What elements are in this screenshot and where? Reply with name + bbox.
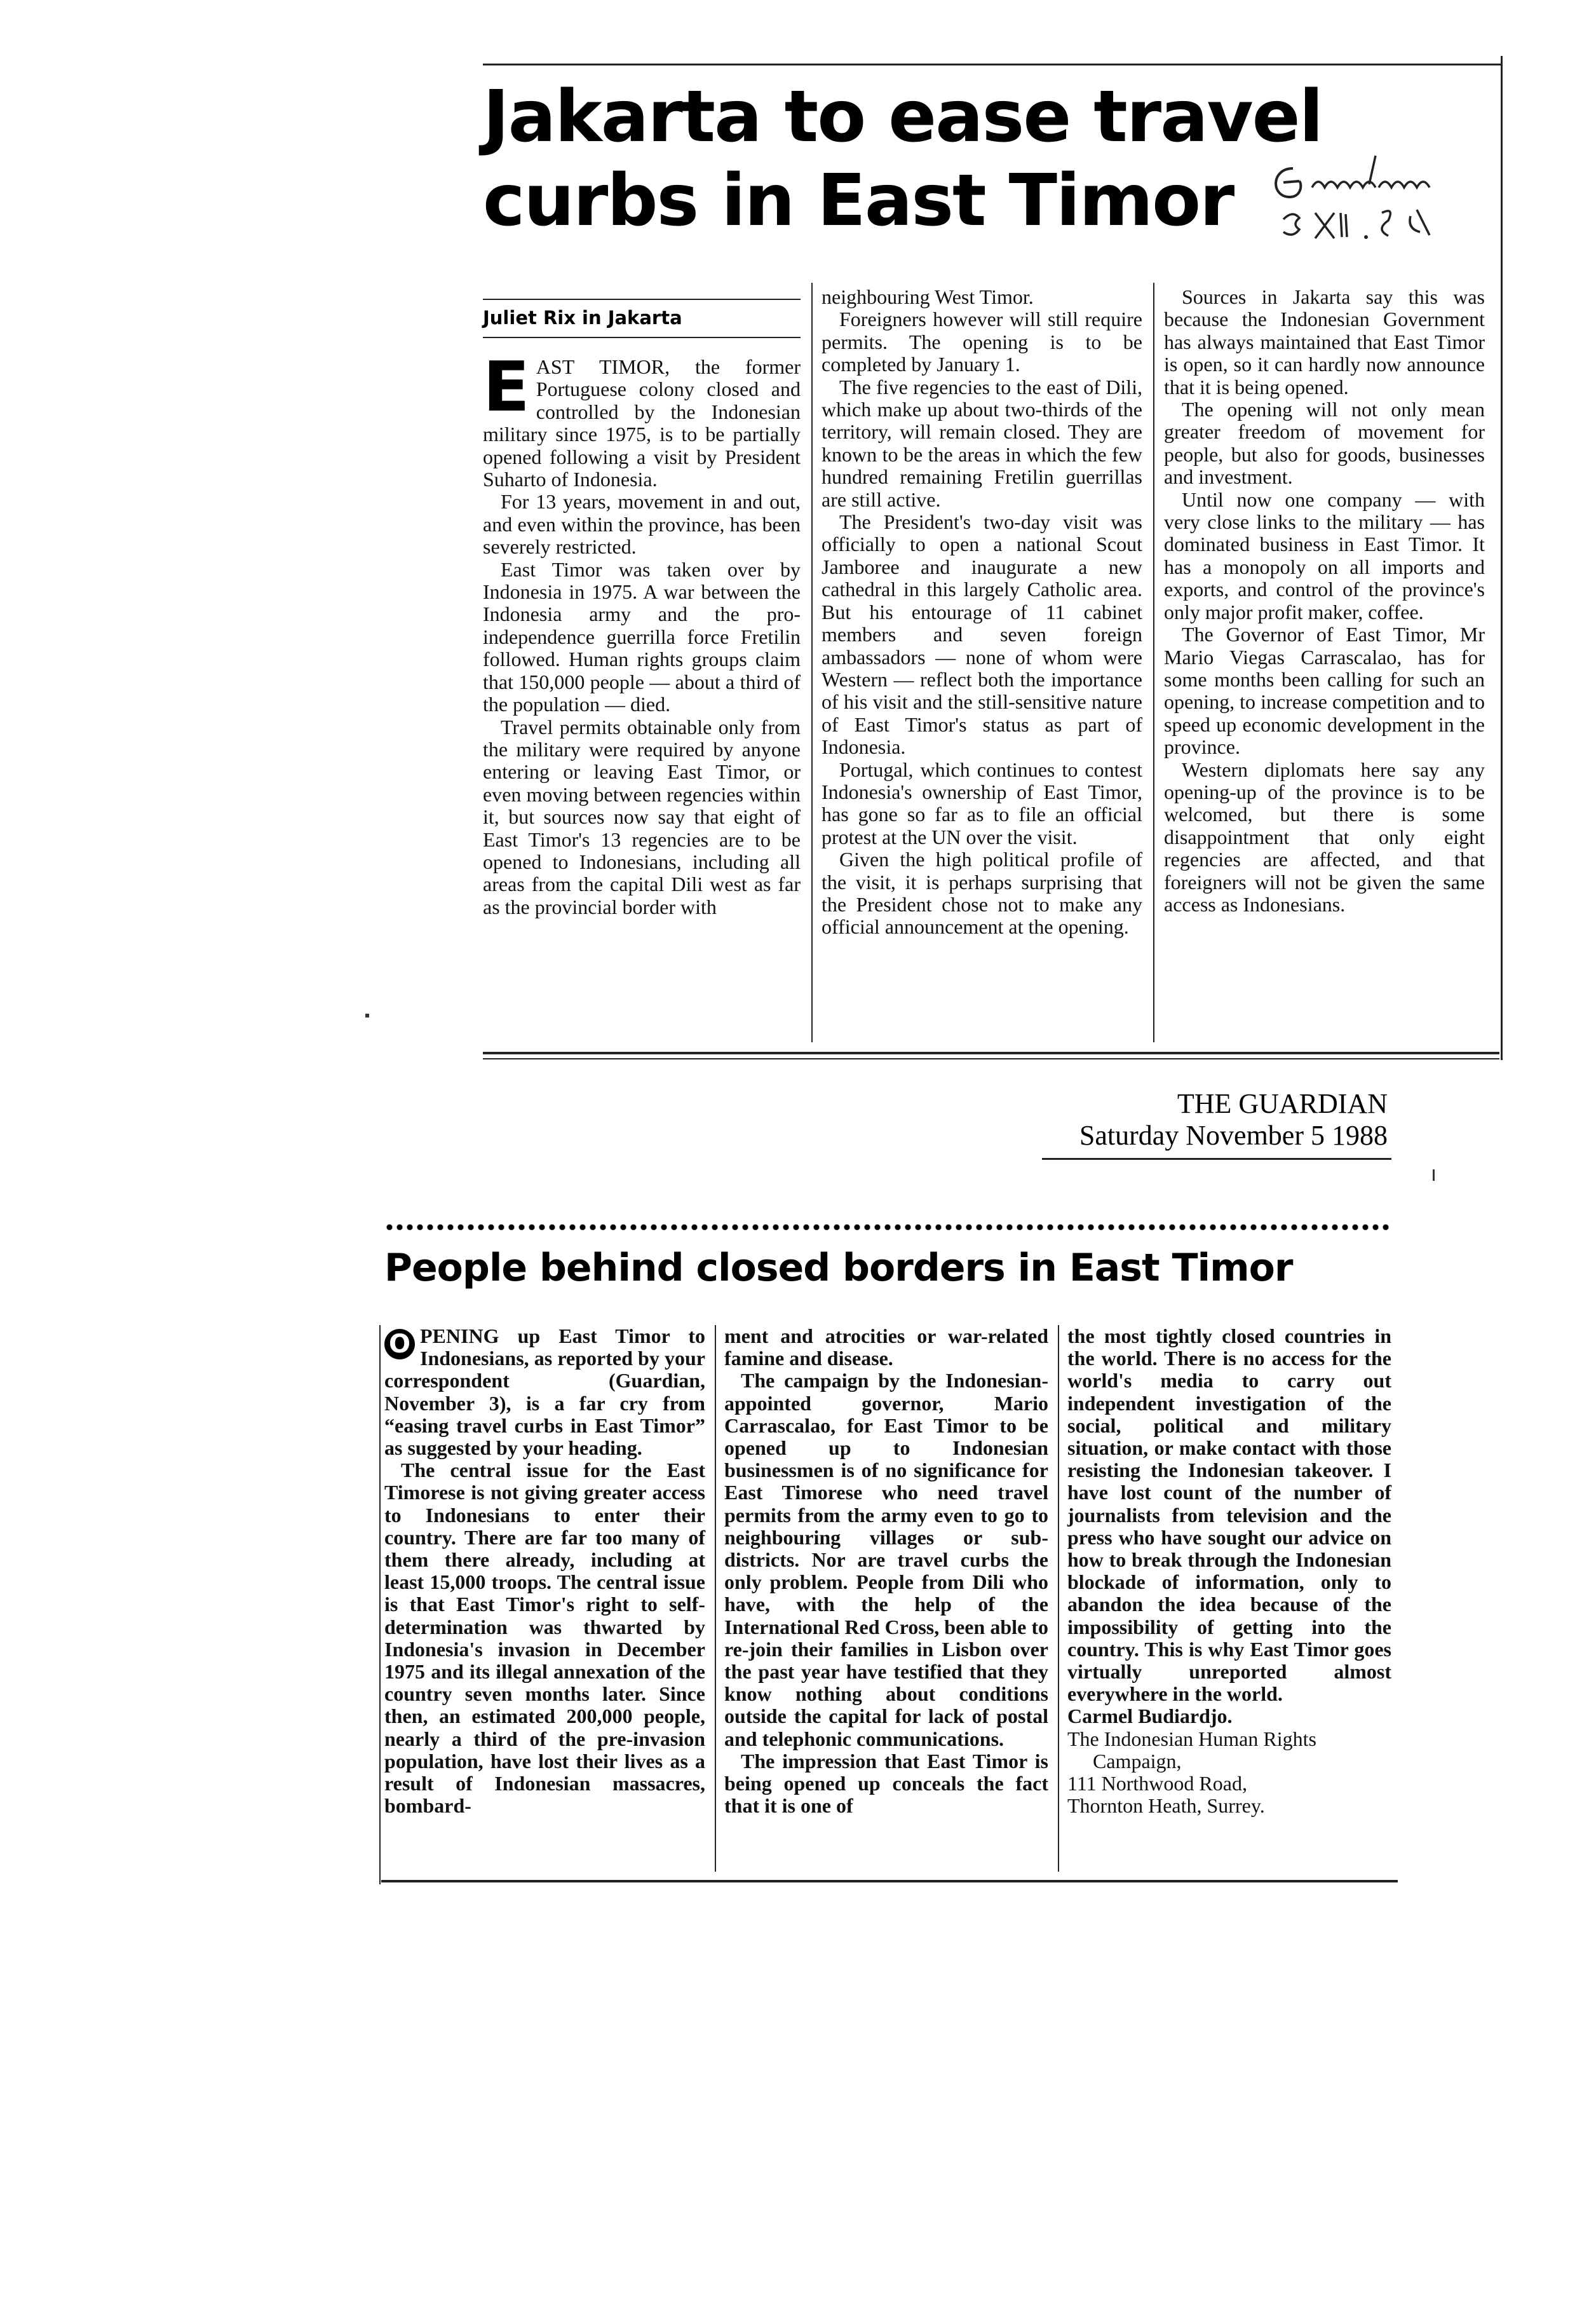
paragraph: neighbouring West Timor. xyxy=(822,285,1034,308)
paragraph: The opening will not only mean greater freedom of movement for people, but also for goods, businesses and investment. xyxy=(1164,398,1485,489)
paragraph: The central issue for the East Timorese is not giving greater access to Indonesians to enter their country. There are far too many of them there already, including at least 15,000 troops. The central issue is that East Timor's right to self-determination was thwarted by Indonesia's invasion in December 1975 and its illegal annexation of the country seven months later. Since then, an estimated 200,000 people, nearly a third of the pre-invasion population, have lost their lives as a result of Indonesian massacres, bombard- xyxy=(384,1459,705,1818)
paragraph-text: AST TIMOR, the former Portuguese colony closed and controlled by the Indonesian military since 1975, is to be partially opened following a visit by President Suharto of Indonesia. xyxy=(483,355,801,491)
paragraph: The Governor of East Timor, Mr Mario Viegas Carrascalao, has for some months been calling for such an opening, to increase competition and to speed up economic development in the province. xyxy=(1164,623,1485,759)
handwritten-annotation xyxy=(1264,143,1474,251)
column-divider xyxy=(715,1325,716,1872)
address-line: Thornton Heath, Surrey. xyxy=(1067,1794,1265,1818)
bottom-rule xyxy=(381,1880,1398,1882)
column-divider xyxy=(1153,283,1154,1042)
bottom-rule-thin xyxy=(483,1058,1499,1059)
byline-rule-bottom xyxy=(483,337,801,338)
column-divider xyxy=(811,283,813,1042)
headline-line1: Jakarta to ease travel xyxy=(483,76,1322,158)
paragraph: East Timor was taken over by Indonesia in 1975. A war between the Indonesia army and the pro-independence guerrilla force Fretilin followed. Human rights groups claim that 150,000 people — about a third of the population — died. xyxy=(483,557,801,716)
masthead-rule xyxy=(1042,1158,1391,1160)
dotted-separator xyxy=(384,1223,1391,1231)
paragraph-text: PENING up East Timor to Indonesians, as reported by your correspondent (Guardian, November 3), is a far cry from “easing travel curbs in East Timor” as suggested by your heading. xyxy=(384,1324,705,1460)
bottom-rule xyxy=(483,1052,1499,1054)
headline-article2: People behind closed borders in East Timor xyxy=(384,1246,1293,1290)
paragraph: Given the high political profile of the visit, it is perhaps surprising that the President chose not to make any official announcement at the opening. xyxy=(822,848,1142,939)
article2-column1 xyxy=(384,1325,705,1817)
paragraph xyxy=(384,1325,705,1459)
paragraph: Western diplomats here say any opening-up of the province is to be welcomed, but there is some disappointment that only eight regencies are affected, and that foreigners will not be given the same access as Indonesians. xyxy=(1164,758,1485,916)
paragraph: Portugal, which continues to contest Indonesia's ownership of East Timor, has gone so far as to file an official protest at the UN over the visit. xyxy=(822,758,1142,848)
address-line: 111 Northwood Road, xyxy=(1067,1772,1247,1795)
article2-column3 xyxy=(1067,1325,1391,1817)
paragraph: Travel permits obtainable only from the military were required by anyone entering or leaving East Timor, or even moving between regencies within it, but sources now say that eight of East Timor's 13 regencies are to be opened to Indonesians, including all areas from the capital Dili west as far as the provincial border with xyxy=(483,715,801,918)
signature: Carmel Budiardjo. xyxy=(1067,1705,1233,1728)
paragraph: ment and atrocities or war-related famine and disease. xyxy=(724,1324,1048,1370)
masthead xyxy=(1079,1088,1388,1152)
paragraph: Until now one company — with very close links to the military — has dominated business in East Timor. It has a monopoly on all imports and exports, and control of the province's only major profit maker, coffee. xyxy=(1164,487,1485,623)
paragraph: The President's two-day visit was officially to open a national Scout Jamboree and inaugurate a new cathedral in this largely Catholic area. But his entourage of 11 cabinet members and seven foreign ambassadors — none of whom were Western — reflect both the importance of his visit and the still-sensitive nature of East Timor's status as part of Indonesia. xyxy=(822,510,1142,759)
paragraph: For 13 years, movement in and out, and even within the province, has been severely restricted. xyxy=(483,490,801,559)
organisation-line: Campaign, xyxy=(1093,1749,1182,1773)
top-rule xyxy=(483,64,1503,65)
right-border-rule xyxy=(1501,56,1503,1060)
masthead-date: Saturday November 5 1988 xyxy=(1079,1120,1388,1151)
dropcap: O xyxy=(384,1329,415,1359)
article1-column2 xyxy=(822,286,1142,939)
article1-column1 xyxy=(483,348,801,918)
dropcap: E xyxy=(483,348,530,427)
column-divider xyxy=(1058,1325,1059,1872)
headline-line2: curbs in East Timor xyxy=(483,160,1234,242)
article1-column3 xyxy=(1164,286,1485,916)
byline-rule xyxy=(483,299,801,300)
paragraph: The campaign by the Indonesian-appointed governor, Mario Carrascalao, for East Timor to be opened up to Indonesian businessmen is of no significance for East Timorese who need travel permits from the army even to go to neighbouring villages or sub-districts. Nor are travel curbs the only problem. People from Dili who have, with the help of the International Red Cross, been able to re-join their families in Lisbon over the past year have testified that they know nothing about conditions outside the capital for lack of postal and telephonic communications. xyxy=(724,1369,1048,1750)
organisation-line: The Indonesian Human Rights xyxy=(1067,1727,1316,1750)
masthead-paper: THE GUARDIAN xyxy=(1177,1088,1388,1119)
paragraph xyxy=(483,348,801,491)
left-border-rule xyxy=(379,1325,381,1884)
paragraph: The impression that East Timor is being opened up conceals the fact that it is one of xyxy=(724,1749,1048,1818)
paragraph: Foreigners however will still require permits. The opening is to be completed by January 1. xyxy=(822,308,1142,376)
byline: Juliet Rix in Jakarta xyxy=(483,307,682,329)
paragraph: Sources in Jakarta say this was because the Indonesian Government has always maintained that East Timor is open, so it can hardly now announce that it is being opened. xyxy=(1164,285,1485,398)
article2-column2 xyxy=(724,1325,1048,1817)
scan-speck xyxy=(365,1014,369,1017)
paragraph: The five regencies to the east of Dili, which make up about two-thirds of the territory, will remain closed. They are known to be the areas in which the few hundred remaining Fretilin guerrillas are still active. xyxy=(822,375,1142,511)
scan-speck xyxy=(1433,1169,1435,1181)
paragraph: the most tightly closed countries in the world. There is no access for the world's media to carry out independent investigation of the social, political and military situation, or make contact with those resisting the Indonesian takeover. I have lost count of the number of journalists from television and the press who have sought our advice on how to break through the Indonesian blockade of information, only to abandon the idea because of the impossibility of getting into the country. This is why East Timor goes virtually unreported almost everywhere in the world. xyxy=(1067,1324,1391,1706)
